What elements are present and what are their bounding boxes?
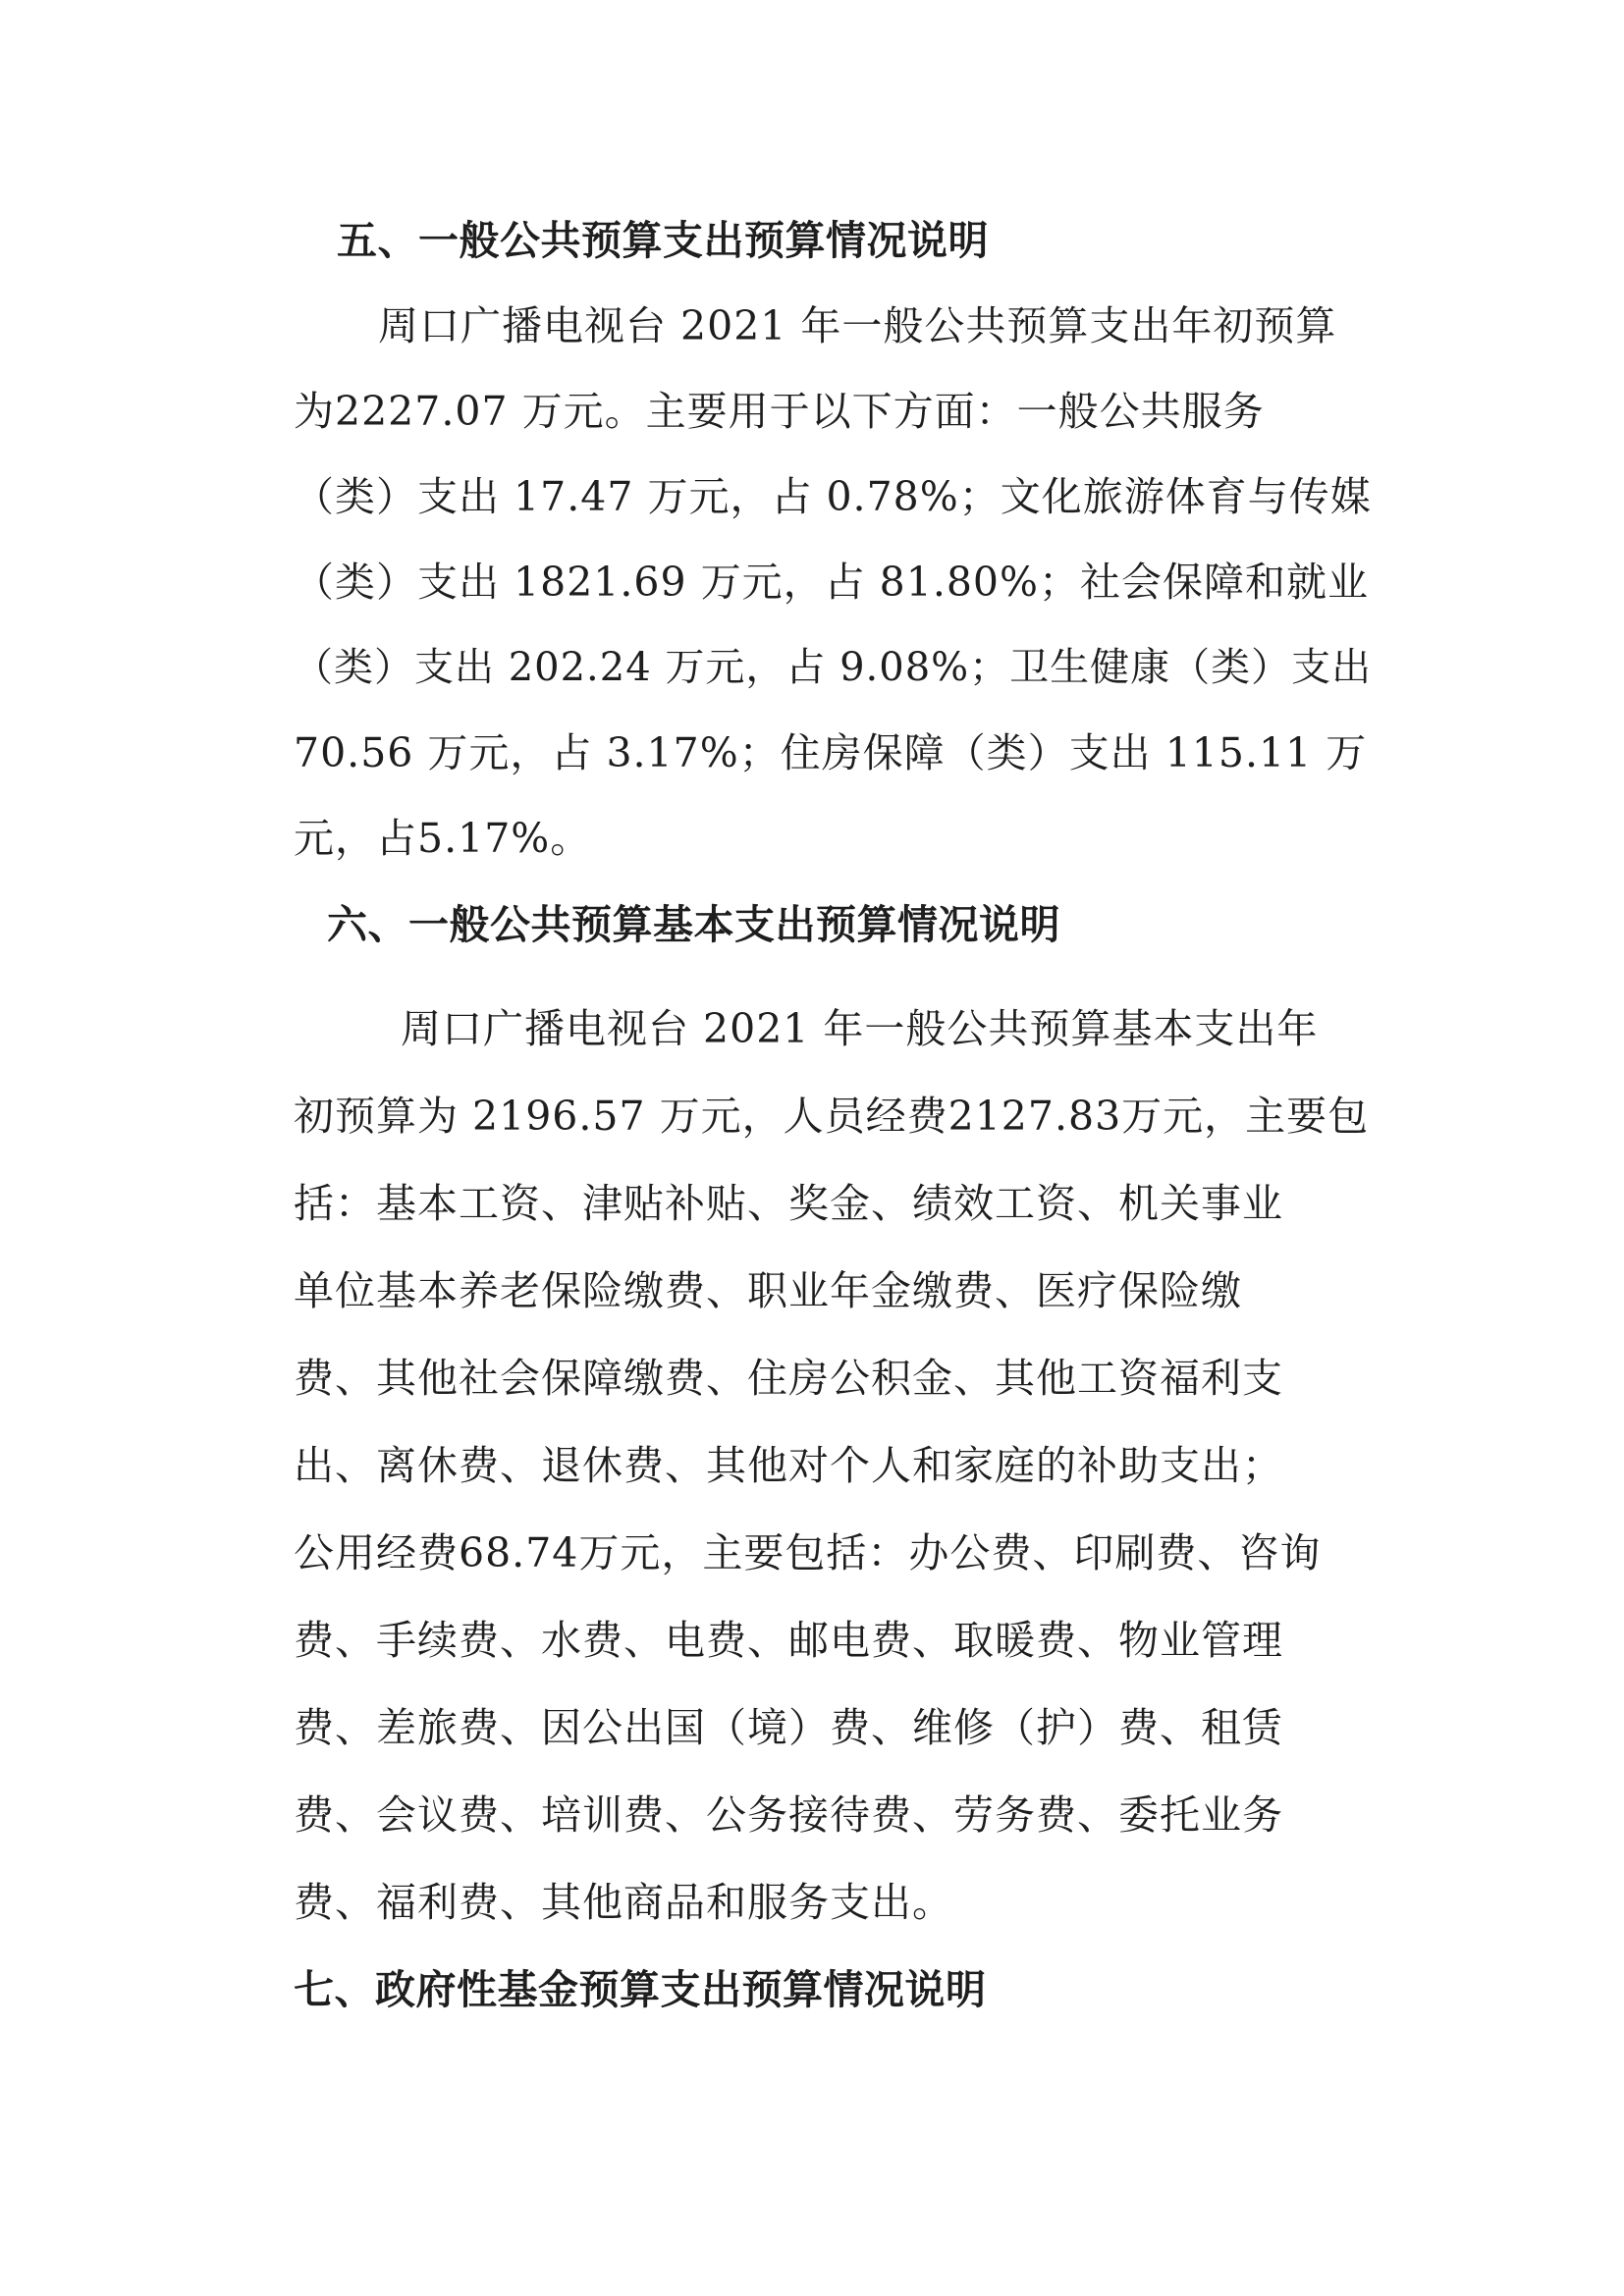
section-6-line: 初预算为 2196.57 万元，人员经费2127.83万元，主要包 — [294, 1093, 1370, 1140]
section-6-line: 出、离休费、退休费、其他对个人和家庭的补助支出； — [294, 1442, 1283, 1489]
section-6-line: 括：基本工资、津贴补贴、奖金、绩效工资、机关事业 — [294, 1180, 1283, 1227]
section-5-line: 70.56 万元，占 3.17%；住房保障（类）支出 115.11 万 — [294, 729, 1368, 776]
section-7-heading: 七、政府性基金预算支出预算情况说明 — [294, 1966, 987, 2013]
section-6-heading: 六、一般公共预算基本支出预算情况说明 — [327, 901, 1060, 948]
section-6-line: 费、会议费、培训费、公务接待费、劳务费、委托业务 — [294, 1791, 1283, 1839]
section-5-heading: 五、一般公共预算支出预算情况说明 — [337, 217, 989, 264]
section-5-line: 元，占5.17%。 — [294, 815, 592, 862]
section-6-line: 费、福利费、其他商品和服务支出。 — [294, 1879, 953, 1926]
section-5-line: （类）支出 202.24 万元，占 9.08%；卫生健康（类）支出 — [294, 645, 1373, 690]
section-6-line: 费、差旅费、因公出国（境）费、维修（护）费、租赁 — [294, 1704, 1283, 1751]
section-5-line: 为2227.07 万元。主要用于以下方面：一般公共服务 — [294, 388, 1265, 435]
section-6-line: 单位基本养老保险缴费、职业年金缴费、医疗保险缴 — [294, 1267, 1242, 1314]
section-5-line: （类）支出 1821.69 万元，占 81.80%；社会保障和就业 — [294, 559, 1369, 606]
section-6-line: 费、其他社会保障缴费、住房公积金、其他工资福利支 — [294, 1355, 1283, 1402]
section-6-line: 公用经费68.74万元，主要包括：办公费、印刷费、咨询 — [294, 1529, 1322, 1576]
section-5-line: 周口广播电视台 2021 年一般公共预算支出年初预算 — [378, 302, 1337, 349]
section-6-line: 周口广播电视台 2021 年一般公共预算基本支出年 — [401, 1005, 1319, 1052]
section-6-line: 费、手续费、水费、电费、邮电费、取暖费、物业管理 — [294, 1617, 1283, 1664]
section-5-line: （类）支出 17.47 万元，占 0.78%；文化旅游体育与传媒 — [294, 473, 1372, 520]
